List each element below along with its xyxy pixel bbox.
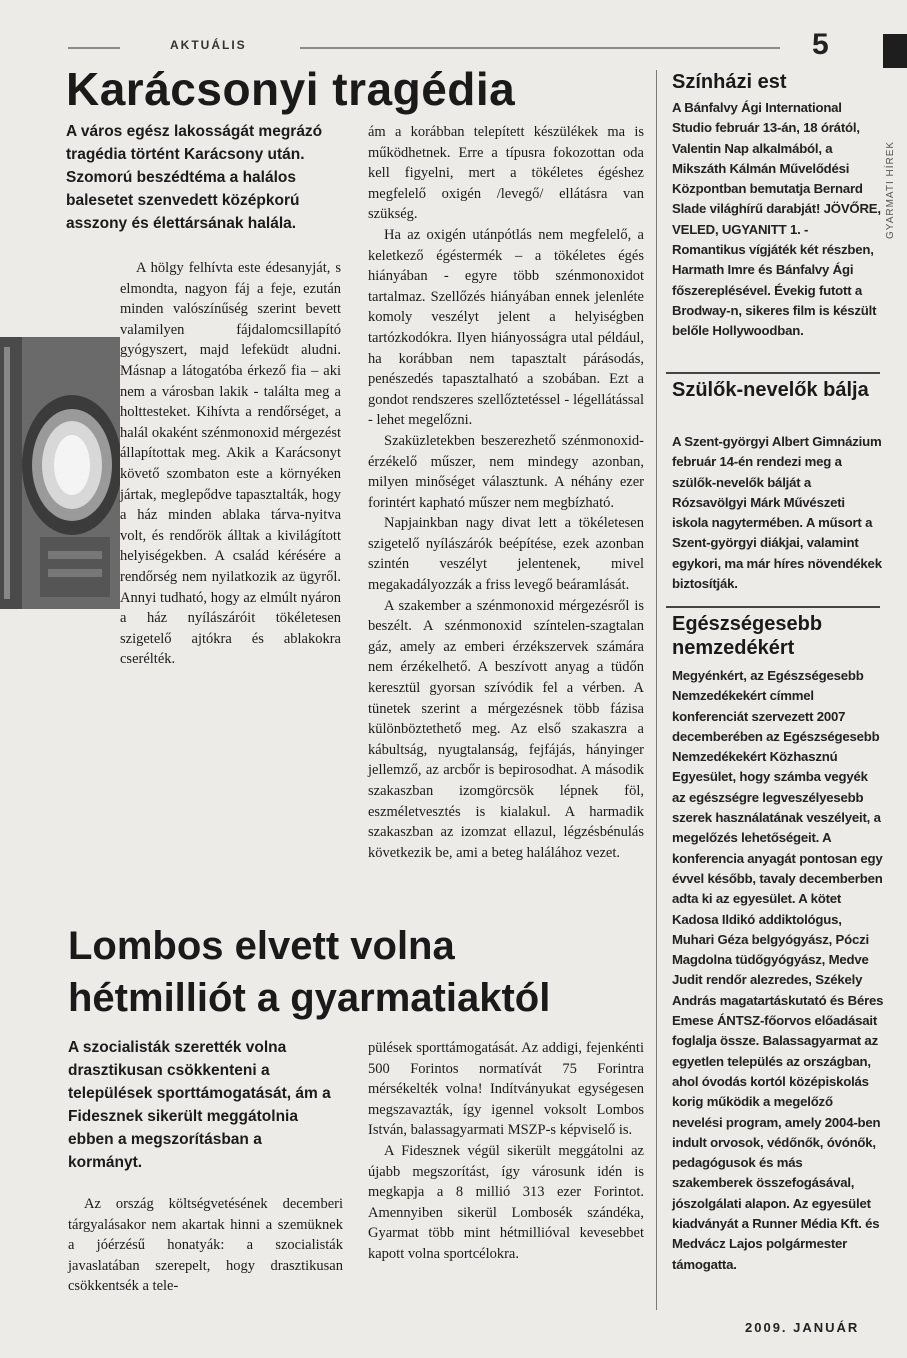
sidebar-body-theatre: A Bánfalvy Ági International Studio február 13-án, 18 órától, Valentin Nap alkalmából, a Mikszáth Kálmán Művelődési Központban bemutatja Bernard Slade világhírű darabját! JÖVŐRE, VELED, UGYANITT 1. - Romantikus vígjáték két részben, Harmath Imre és Bánfalvy Ági főszereplésével. Évekig futott a Brodway-n, sikeres film is készült belőle Hollywoodban. (672, 100, 881, 339)
article1-col2-paragraph: ám a korábban telepített készülékek ma is működhetnek. Erre a típusra fokozottan oda kell figyelni, mert a tökéletes égéshez megfelelő oxigén /levegő/ ellátásra van szükség. (368, 124, 644, 223)
header-rule-left (68, 47, 120, 49)
sidebar-body-health: Megyénkért, az Egészségesebb Nemzedékekért címmel konferenciát szervezett 2007 decemberében az Egészségesebb Nemzedékekért Közhasznú Egyesület, hogy számba vegyék az egészségre legveszélyesebb szerek használatának veszélyeit, a megelőzés lehetőségeit. A konferencia anyagát pontosan egy évvel később, tavaly decemberben adta ki az egyesület. A kötet Kadosa Ildikó addiktológus, Muhari Géza belgyógyász, Póczi Magdolna tüdőgyógyász, Medve Judit rendőr alezredes, Székely András magatartáskutató és Béres Emese ÁNTSZ-főorvos előadásait foglalja össze. Balassagyarmat az egyetlen település az országban, ahol óvodás kortól középiskolás korig működik a megelőző nevelési program, amely 2004-ben indult orvosok, védőnők, óvónők, pedagógusok és más szakemberek összefogásával, jószolgálati alapon. Az egyesület kiadványát a Runner Média Kft. és Medvácz Lajos polgármester támogatta. (672, 668, 884, 1272)
article2-lead: A szocialisták szerették volna drasztikusan csökkenteni a települések sporttámogatását, ám a Fidesznek sikerült meggátolnia ebben a megszorításban a kormányt. (68, 1039, 331, 1171)
article2-column1 (68, 1194, 343, 1297)
article2-col2-paragraph: pülések sporttámogatását. Az addigi, fejenkénti 500 Forintos normatívát 75 Forintra mérsékelték volna! Indítványukat egységesen megszavazták, így igennel voksolt Lombos István, balassagyarmati MSZP-s képviselő is. (368, 1040, 644, 1139)
sidebar-divider (656, 70, 657, 1310)
sidebar-title-ball: Szülők-nevelők bálja (672, 379, 869, 401)
article2-col2-paragraph: A Fidesznek végül sikerült meggátolni az újabb megszorítást, így városunk idén is megkapja a 8 millió 313 ezer Forintot. Amennyiben sikerül Lombosék szándéka, Gyarmat több mint hétmillióval kevesebbet kapott volna sportcélokra. (368, 1142, 644, 1262)
article1-col2-paragraph: Ha az oxigén utánpótlás nem megfelelő, a keletkező égéstermék – a tökéletes égés hiányában - egyre több szénmonoxidot tartalmaz. Szellőzés hiányában ennek jelenléte komoly veszélyt jelent a helyiségben tartózkodókra. Ilyen hiányosságra utal például, ha korábban nem tapasztalt párásodás, penészedés tapasztalható a szobában. Ezt a gondot rendszeres szellőztetéssel - légellátással - lehet megelőzni. (368, 226, 644, 429)
section-label: AKTUÁLIS (170, 38, 247, 52)
article2-title-line1: Lombos elvett volna (68, 924, 455, 968)
sidebar-title-health: Egészségesebb nemzedékért (672, 613, 823, 659)
sidebar-body-ball: A Szent-györgyi Albert Gimnázium február 14-én rendezi meg a szülők-nevelők bálját a Rózsavölgyi Márk Művészeti iskola nagytermében. A műsort a Szent-györgyi diákjai, valamint egykori, ma már híres növendékek biztosítják. (672, 434, 882, 592)
article1-column2 (368, 122, 644, 863)
sidebar-rule (666, 606, 880, 608)
sidebar-rule (666, 372, 880, 374)
footer-date: 2009. JANUÁR (745, 1320, 860, 1335)
edge-marker (883, 34, 907, 68)
sidebar-title-theatre: Színházi est (672, 71, 787, 93)
article2-col1-paragraph: Az ország költségvetésének decemberi tárgyalásakor nem akartak hinni a szemüknek a jóérzésű honatyák: a szocialisták javaslatában szerepelt, hogy drasztikusan csökkentsék a tele- (68, 1196, 343, 1295)
article2-title-line2: hétmilliót a gyarmatiaktól (68, 976, 551, 1020)
page-number: 5 (812, 28, 829, 61)
article1-lead: A város egész lakosságát megrázó tragédia történt Karácsony után. Szomorú beszédtéma a halálos balesetet szenvedett középkorú asszony és élettársának halála. (66, 123, 323, 232)
article1-col2-paragraph: Napjainkban nagy divat lett a tökéletesen szigetelő nyílászárók beépítése, ezek azonban szintén veszélyt jelentenek, mivel megakadályozzák a friss levegő beáramlását. (368, 515, 644, 594)
article1-col2-paragraph: A szakember a szénmonoxid mérgezésről is beszélt. A szénmonoxid színtelen-szagtalan gáz, amely az emberi érzékszervek számára nem érzékelhető. A beszívott anyag a tüdőn keresztül gyorsan szívódik fel a vérben. A tünetek szerint a mérgezésnek több fázisa különböztethető meg. Az első szakaszra a kábultság, nyugtalanság, fejfájás, hányinger jellemző, az arcbőr is bepirosodhat. A második szakaszban izomgörcsök lépnek föl, eszméletvesztés is kialakul. A harmadik szakaszban az izomzat ellazul, légzésbénulás következik be, ami a beteg halálához vezet. (368, 597, 644, 861)
side-tab-label: GYARMATI HÍREK (885, 140, 896, 240)
article1-title: Karácsonyi tragédia (66, 63, 516, 115)
article1-column1 (66, 258, 341, 670)
article1-col2-paragraph: Szaküzletekben beszerezhető szénmonoxid-érzékelő műszer, nem mindegy azonban, milyen minőséget választunk. A néhány ezer forintért kapható műszer nem megbízható. (368, 432, 644, 511)
article1-col1-paragraph: A hölgy felhívta este édesanyját, s elmondta, nagyon fáj a feje, ezután minden valószínűség szerint bevett valamilyen fájdalomcsillapító gyógyszert, majd lefeküdt aludni. Másnap a látogatóba érkező fia – aki nem a városban lakik - találta meg a holttesteket. Kihívta a rendőrséget, a halál okaként szénmonoxid mérgezést állapítottak meg. Akik a Karácsonyt követő szombaton este a környéken jártak, meglepődve tapasztalták, hogy a ház minden ablaka tárva-nyitva volt, és rendőrök álltak a kivilágított helyiségekben. A család kérésére a rendőrség nem nyilatkozik az ügyről. Annyi tudható, hogy az elmúlt nyáron a ház nyílászáróit tökéletesen szigetelő ajtókra és ablakokra cserélték. (120, 260, 341, 668)
header-rule-right (300, 47, 780, 49)
article2-column2 (368, 1038, 644, 1265)
